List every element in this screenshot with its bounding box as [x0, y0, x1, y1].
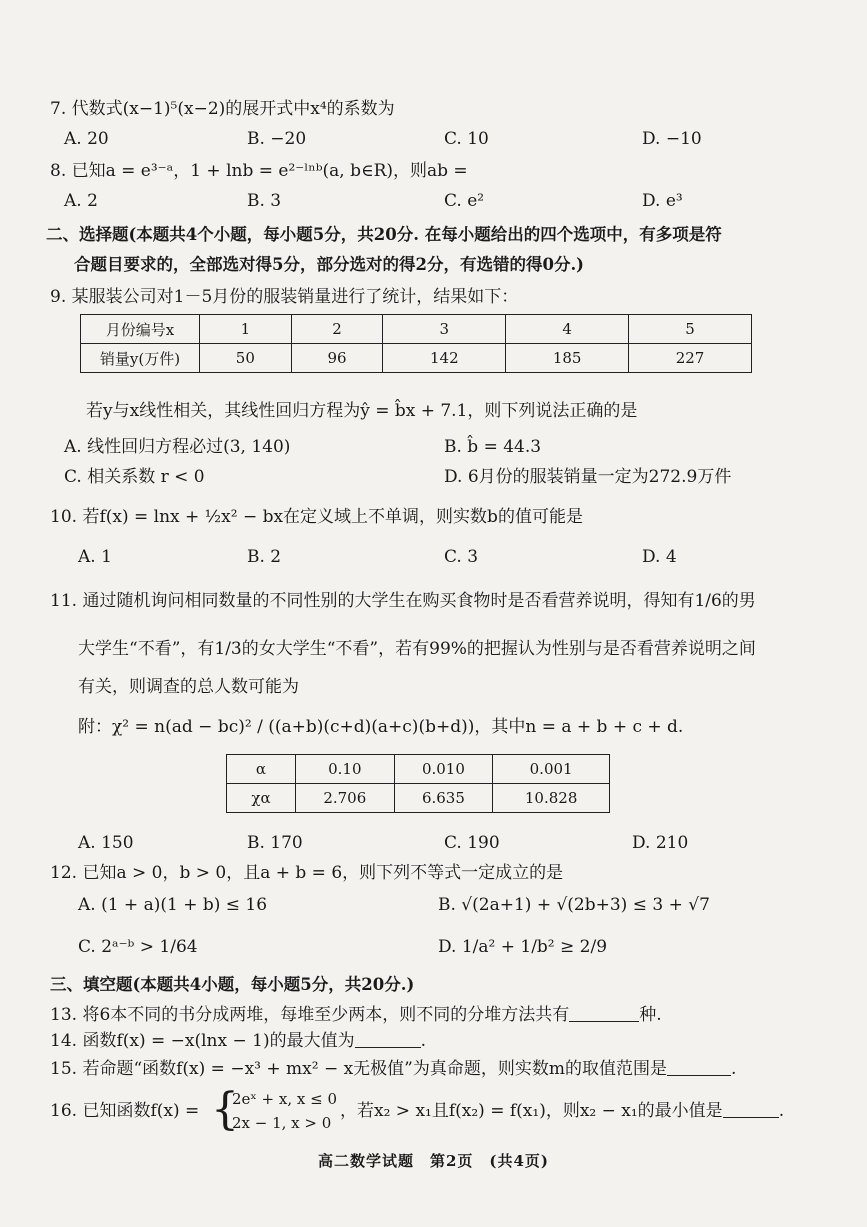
q8-option-d: D. e³ [642, 191, 683, 211]
table-cell: 4 [506, 315, 629, 344]
q14-text: 14. 函数f(x) = −x(lnx − 1)的最大值为 [50, 1031, 355, 1051]
q11-formula: 附：χ² = n(ad − bc)² / ((a+b)(c+d)(a+c)(b+d))，其中n = a + b + c + d. [78, 717, 684, 737]
q9-option-a: A. 线性回归方程必过(3, 140) [64, 437, 291, 457]
q12-stem: 12. 已知a > 0，b > 0，且a + b = 6，则下列不等式一定成立的是 [50, 863, 564, 883]
q12-option-a: A. (1 + a)(1 + b) ≤ 16 [78, 895, 268, 915]
q16-text-end: . [778, 1101, 785, 1121]
q13-text: 13. 将6本不同的书分成两堆，每堆至少两本，则不同的分堆方法共有 [50, 1005, 570, 1025]
q14-line [50, 1030, 426, 1052]
q11-chi-square-table [226, 754, 610, 813]
q7-option-d: D. −10 [642, 129, 702, 149]
q13-text-end: 种. [639, 1005, 662, 1025]
q16-line-rest [340, 1100, 784, 1122]
q13-answer-blank[interactable] [569, 1005, 639, 1022]
q16-text: ，若x₂ > x₁且f(x₂) = f(x₁)，则x₂ − x₁的最小值是 [340, 1101, 723, 1121]
q11-line2: 大学生“不看”，有1/3的女大学生“不看”，若有99%的把握认为性别与是否看营养说明之间 [78, 639, 756, 659]
q12-option-b: B. √(2a+1) + √(2b+3) ≤ 3 + √7 [438, 895, 710, 915]
page-footer: 高二数学试题 第2页 (共4页) [317, 1152, 550, 1170]
table-cell: 142 [383, 344, 506, 373]
q8-option-a: A. 2 [64, 191, 98, 211]
table-header-cell: 销量y(万件) [81, 344, 200, 373]
table-cell: 185 [506, 344, 629, 373]
table-header-cell: χα [227, 784, 296, 813]
q16-case-1: 2eˣ + x, x ≤ 0 [232, 1090, 337, 1108]
table-header-cell: α [227, 755, 296, 784]
section2-heading-line2: 合题目要求的，全部选对得5分，部分选对的得2分，有选错的得0分.) [74, 255, 584, 274]
table-cell: 0.001 [493, 755, 610, 784]
q11-line3: 有关，则调查的总人数可能为 [78, 677, 299, 697]
section2-heading-line1: 二、选择题(本题共4个小题，每小题5分，共20分. 在每小题给出的四个选项中，有多项是符 [46, 225, 722, 244]
table-cell: 227 [629, 344, 752, 373]
q10-stem: 10. 若f(x) = lnx + ½x² − bx在定义域上不单调，则实数b的值可能是 [50, 507, 583, 527]
table-cell: 96 [291, 344, 383, 373]
q7-option-c: C. 10 [444, 129, 489, 149]
q9-text: 若y与x线性相关，其线性回归方程为ŷ = b̂x + 7.1，则下列说法正确的是 [86, 401, 638, 421]
q8-option-b: B. 3 [247, 191, 282, 211]
q9-sales-table [80, 314, 752, 373]
q12-option-c: C. 2ᵃ⁻ᵇ > 1/64 [78, 937, 198, 957]
table-row [81, 315, 752, 344]
table-cell: 10.828 [493, 784, 610, 813]
q15-text-end: . [731, 1059, 737, 1079]
q9-stem: 9. 某服装公司对1－5月份的服装销量进行了统计，结果如下： [50, 287, 519, 307]
q14-answer-blank[interactable] [355, 1031, 421, 1048]
q13-line [50, 1004, 662, 1026]
table-row [81, 344, 752, 373]
q11-option-b: B. 170 [247, 833, 303, 853]
q7-option-a: A. 20 [64, 129, 109, 149]
table-cell: 0.10 [296, 755, 395, 784]
q11-option-c: C. 190 [444, 833, 500, 853]
table-cell: 1 [200, 315, 292, 344]
q15-answer-blank[interactable] [667, 1059, 731, 1076]
q9-option-c: C. 相关系数 r < 0 [64, 467, 205, 487]
section3-heading: 三、填空题(本题共4小题，每小题5分，共20分.) [50, 975, 415, 994]
q16-case-2: 2x − 1, x > 0 [232, 1114, 332, 1132]
q11-line1: 11. 通过随机询问相同数量的不同性别的大学生在购买食物时是否看营养说明，得知有1/6的男 [50, 591, 756, 611]
q10-option-a: A. 1 [78, 547, 112, 567]
q10-option-c: C. 3 [444, 547, 479, 567]
q14-text-end: . [420, 1031, 426, 1051]
q16-answer-blank[interactable] [723, 1101, 779, 1118]
table-row [227, 784, 610, 813]
table-row [227, 755, 610, 784]
table-cell: 0.010 [394, 755, 493, 784]
q9-option-b: B. b̂ = 44.3 [444, 437, 542, 457]
table-header-cell: 月份编号x [81, 315, 200, 344]
q10-option-b: B. 2 [247, 547, 282, 567]
q16-stem-start: 16. 已知函数f(x) = [50, 1101, 200, 1121]
q16-brace: { [211, 1084, 239, 1135]
q8-option-c: C. e² [444, 191, 485, 211]
q15-text: 15. 若命题“函数f(x) = −x³ + mx² − x无极值”为真命题，则实数m的取值范围是 [50, 1059, 667, 1079]
table-cell: 5 [629, 315, 752, 344]
q12-option-d: D. 1/a² + 1/b² ≥ 2/9 [438, 937, 608, 957]
table-cell: 50 [200, 344, 292, 373]
q15-line [50, 1058, 736, 1080]
q10-option-d: D. 4 [642, 547, 677, 567]
q7-option-b: B. −20 [247, 129, 307, 149]
q11-option-d: D. 210 [632, 833, 689, 853]
q8-stem: 8. 已知a = e³⁻ᵃ，1 + lnb = e²⁻ˡⁿᵇ(a, b∈R)，则ab = [50, 161, 468, 181]
q7-stem: 7. 代数式(x−1)⁵(x−2)的展开式中x⁴的系数为 [50, 99, 395, 119]
table-cell: 2.706 [296, 784, 395, 813]
table-cell: 6.635 [394, 784, 493, 813]
table-cell: 3 [383, 315, 506, 344]
q11-option-a: A. 150 [78, 833, 134, 853]
q9-option-d: D. 6月份的服装销量一定为272.9万件 [444, 467, 732, 487]
table-cell: 2 [291, 315, 383, 344]
